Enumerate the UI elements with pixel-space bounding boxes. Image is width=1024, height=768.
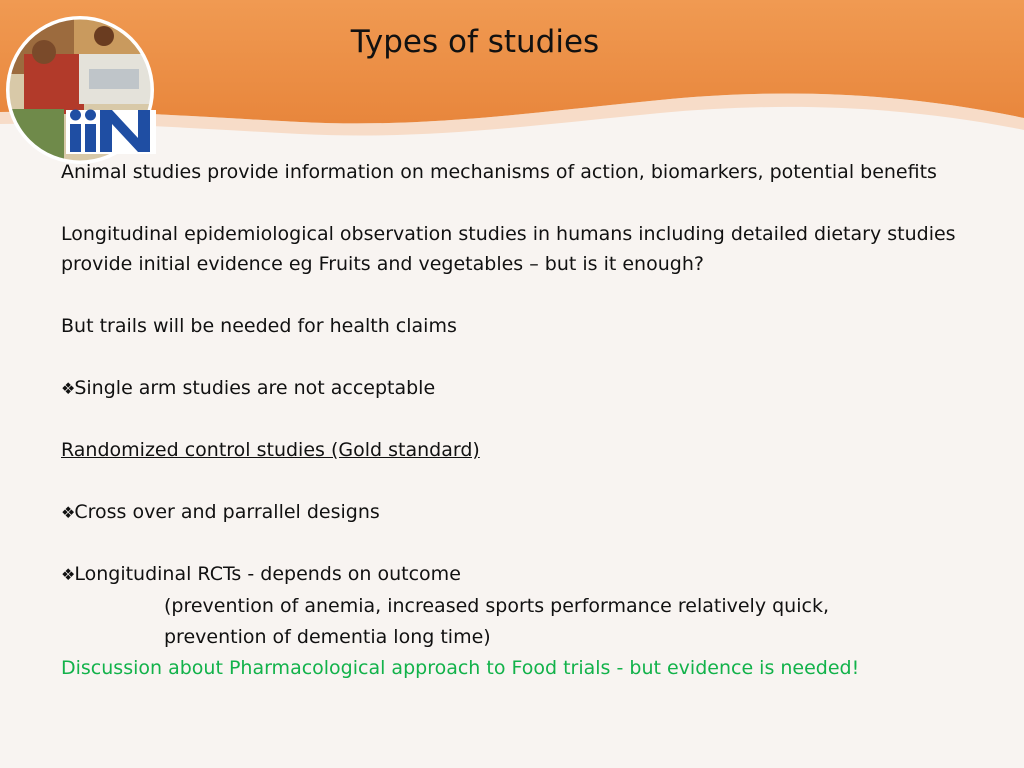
bullet-crossover <box>61 497 981 529</box>
iin-logo <box>4 14 156 166</box>
bullet-text: Cross over and parrallel designs <box>74 500 380 523</box>
health-claims-text: But trails will be needed for health claims <box>61 314 457 337</box>
diamond-bullet-icon: ❖ <box>61 378 75 398</box>
diamond-bullet-icon: ❖ <box>61 565 75 585</box>
outcome-examples-line1: (prevention of anemia, increased sports performance relatively quick, <box>164 595 829 618</box>
animal-studies-text: Animal studies provide information on mechanisms of action, biomarkers, potential benefits <box>61 161 937 183</box>
bullet-text: Single arm studies are not acceptable <box>74 376 436 399</box>
bullet-longitudinal-rcts <box>61 559 981 591</box>
rct-heading: Randomized control studies (Gold standard) <box>61 439 480 462</box>
bullet-text: Longitudinal RCTs - depends on outcome <box>74 563 461 586</box>
slide-title: Types of studies <box>350 24 600 60</box>
epidemiological-studies-text: Longitudinal epidemiological observation studies in humans including detailed dietary studies provide initial evidence eg Fruits and vegetables – but is it enough? <box>61 222 956 276</box>
discussion-note: Discussion about Pharmacological approach to Food trials - but evidence is needed! <box>61 656 860 679</box>
diamond-bullet-icon: ❖ <box>61 502 75 522</box>
iin-logo-mark <box>66 110 156 155</box>
outcome-examples-line2: prevention of dementia long time) <box>164 625 491 648</box>
bullet-single-arm <box>61 373 981 405</box>
slide-body <box>61 157 981 684</box>
